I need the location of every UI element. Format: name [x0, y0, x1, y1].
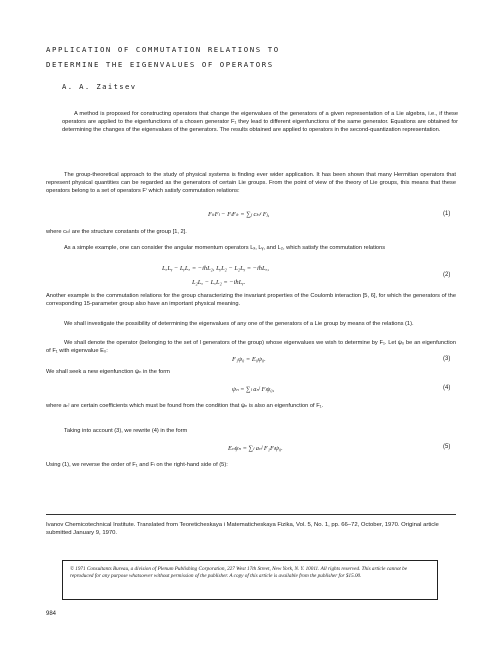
body-paragraph-4: Another example is the commutation relations for the group characterizing the invariant properties of the Coulomb interaction [5, 6], for which the generators of the corresponding 15-parameter group also have an important physical meaning.: [46, 293, 456, 307]
body-paragraph-1: The group-theoretical approach to the study of physical systems is finding ever wider application. It has been shown that many Hermitian operators that represent physical quantities can be regarded as the generators of certain Lie groups. From the point of view of the theory of Lie groups, this means that these operators belong to a set of operators Fⁱ which satisfy commutation relations:: [46, 172, 456, 194]
equation-4-number: (4): [443, 385, 451, 391]
body-paragraph-5: We shall investigate the possibility of determining the eigenvalues of any one of the generators of a Lie group by means of the relations (1).: [64, 321, 414, 327]
page-number: 984: [46, 611, 57, 617]
affiliation-note: Ivanov Chemicotechnical Institute. Translated from Teoreticheskaya i Matematicheskaya Fizika, Vol. 5, No. 1, pp. 66–72, October, 1970. Original article submitted January 9, 1970.: [46, 522, 439, 537]
equation-3: F₁ψ₀ = E₀ψ₀.: [232, 356, 266, 363]
copyright-notice: © 1971 Consultants Bureau, a division of Plenum Publishing Corporation, 227 West 17th Street, New York, N. Y. 10011. All rights reserved. This article cannot be reproduced for any purpose whatsoever without permission of the publisher. A copy of this article is available from the publisher for $15.00.: [62, 560, 438, 600]
body-paragraph-3: As a simple example, one can consider the angular momentum operators Lₓ, Lᵧ, and L₂, which satisfy the commutation relations: [64, 245, 386, 251]
abstract: A method is proposed for constructing operators that change the eigenvalues of the generators of a given representation of a Lie algebra, i.e., if these operators are applied to the eigenfunctions of a chosen generator F₁ they lead to different eigenfunctions of the same generator. Equations are obtained for determining the changes of the eigenvalues of the generators. The results obtained are applied to operators in the second-quantization representation.: [62, 111, 458, 134]
body-paragraph-6: We shall denote the operator (belonging to the set of l generators of the group) whose eigenvalues we wish to determine by F₁. Let ψ₀ be an eigenfunction of F₁ with eigenvalue E₀:: [46, 340, 456, 354]
body-paragraph-2: where cₖₗʲ are the structure constants of the group [1, 2].: [46, 229, 187, 235]
equation-3-number: (3): [443, 356, 451, 362]
equation-4: ψₙ = ∑ₗ aₙˡ Fₗψ₀,: [232, 386, 275, 393]
body-paragraph-9: Taking into account (3), we rewrite (4) in the form: [64, 428, 188, 434]
body-paragraph-7: We shall seek a new eigenfunction ψₙ in the form: [46, 369, 170, 375]
equation-2a: LₓLᵧ − LᵧLₓ = −iħL₂, LᵧL₂ − L₂Lᵧ = −iħLₓ,: [162, 265, 269, 272]
equation-1-number: (1): [443, 211, 451, 217]
title-line-2: DETERMINE THE EIGENVALUES OF OPERATORS: [46, 60, 274, 69]
body-paragraph-8: where aₙˡ are certain coefficients which must be found from the condition that ψₙ is also an eigenfunction of F₁.: [46, 403, 324, 409]
equation-2-number: (2): [443, 272, 451, 278]
equation-5: Eₙψₙ = ∑ₗ aₙˡ F₁Fₗψ₀.: [228, 445, 283, 452]
title-line-1: APPLICATION OF COMMUTATION RELATIONS TO: [46, 45, 280, 54]
equation-5-number: (5): [443, 444, 451, 450]
author: A. A. Zaitsev: [62, 82, 137, 91]
body-paragraph-10: Using (1), we reverse the order of F₁ and Fₗ on the right-hand side of (5):: [46, 462, 228, 468]
footnote-divider: [46, 514, 456, 515]
equation-2b: L₂Lₓ − LₓL₂ = −iħLᵧ.: [192, 279, 246, 286]
equation-1: FₖFₗ − FₗFₖ = ∑ⱼ cₖₗʲ Fⱼ,: [208, 211, 270, 218]
